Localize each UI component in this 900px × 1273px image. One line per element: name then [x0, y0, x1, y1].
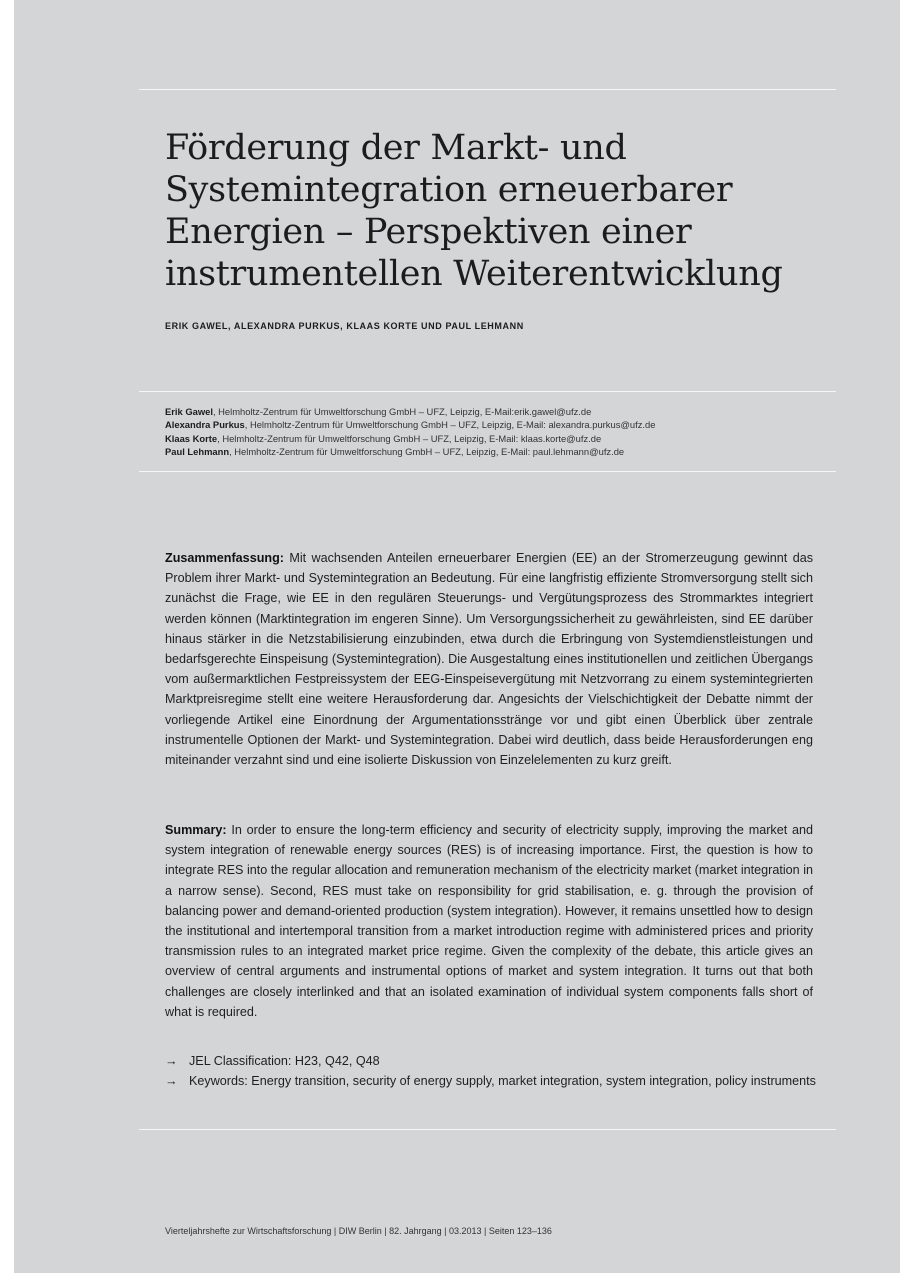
affiliation-block: [165, 405, 845, 459]
jel-classification-item: [165, 1052, 825, 1072]
page-footer: Vierteljahrshefte zur Wirtschaftsforschung | DIW Berlin | 82. Jahrgang | 03.2013 | Seiten 123–136: [165, 1226, 552, 1236]
title-line: Systemintegration erneuerbarer: [165, 170, 733, 210]
affiliation-details: , Helmholtz-Zentrum für Umweltforschung GmbH – UFZ, Leipzig, E-Mail:erik.gawel@ufz.de: [212, 406, 592, 417]
abstract-german: [165, 548, 813, 770]
affiliation-name: Klaas Korte: [165, 432, 218, 444]
article-title: [165, 127, 845, 295]
abstract-english-label: Summary:: [165, 823, 227, 837]
affiliation-row: [165, 432, 845, 445]
title-line: Energien – Perspektiven einer: [165, 212, 692, 252]
affiliation-name: Alexandra Purkus: [165, 419, 245, 431]
affiliation-details: , Helmholtz-Zentrum für Umweltforschung GmbH – UFZ, Leipzig, E-Mail: paul.lehmann@ufz.de: [229, 446, 625, 458]
jel-classification-text: JEL Classification: H23, Q42, Q48: [189, 1054, 380, 1068]
bottom-rule: [139, 1129, 836, 1130]
affiliation-row: [165, 418, 845, 431]
arrow-right-icon: →: [165, 1054, 178, 1068]
affiliation-details: , Helmholtz-Zentrum für Umweltforschung GmbH – UFZ, Leipzig, E-Mail: klaas.korte@ufz.de: [217, 432, 602, 444]
author-list: ERIK GAWEL, ALEXANDRA PURKUS, KLAAS KORTE UND PAUL LEHMANN: [165, 321, 524, 331]
arrow-right-icon: →: [165, 1073, 178, 1088]
classification-list: [165, 1052, 825, 1091]
affiliation-name: Paul Lehmann: [165, 446, 230, 458]
top-rule: [139, 89, 836, 90]
abstract-german-text: Mit wachsenden Anteilen erneuerbarer Energien (EE) an der Stromerzeugung gewinnt das Problem ihrer Markt- und Systemintegration an Bedeutung. Für eine langfristig effiziente Stromversorgung stellt sich zunächst die Frage, wie EE in den regulären Steuerungs- und Vergütungsprozess des Strommarktes integriert werden können (Marktintegration im engeren Sinne). Um Versorgungssicherheit zu gewährleisten, sind EE darüber hinaus stärker in die Netzstabilisierung einzubinden, etwa durch die Erbringung von Systemdienstleistungen und bedarfsgerechte Einspeisung (Systemintegration). Die Ausgestaltung eines institutionellen und zeitlichen Übergangs vom außermarktlichen Festpreissystem der EEG-Einspeisevergütung mit Netzvorrang zu einem systemintegrierten Marktpreisregime stellt eine weitere Herausforderung dar. Angesichts der Vielschichtigkeit der Debatte nimmt der vorliegende Artikel eine Einordnung der Argumentationsstränge vor und gibt einen Überblick über zentrale instrumentelle Optionen der Markt- und Systemintegration. Dabei wird deutlich, dass beide Herausforderungen eng miteinander verzahnt sind und eine isolierte Diskussion von Einzelelementen zu kurz greift.: [165, 551, 813, 768]
affiliation-top-rule: [139, 391, 836, 392]
affiliation-row: [165, 445, 845, 458]
affiliation-row: [165, 405, 845, 418]
affiliation-name: Erik Gawel: [165, 406, 213, 417]
abstract-english: [165, 820, 813, 1022]
keywords-item: [165, 1072, 825, 1092]
keywords-text: Keywords: Energy transition, security of energy supply, market integration, system integration, policy instruments: [189, 1073, 816, 1088]
title-line: instrumentellen Weiterentwicklung: [165, 254, 783, 294]
affiliation-bottom-rule: [139, 471, 836, 472]
title-line: Förderung der Markt- und: [165, 128, 627, 168]
abstract-german-label: Zusammenfassung:: [165, 551, 284, 565]
affiliation-details: , Helmholtz-Zentrum für Umweltforschung GmbH – UFZ, Leipzig, E-Mail: alexandra.purkus@ufz.de: [244, 419, 656, 431]
abstract-english-text: In order to ensure the long-term efficiency and security of electricity supply, improving the market and system integration of renewable energy sources (RES) is of increasing importance. First, the question is how to integrate RES into the regular allocation and remuneration mechanism of the electricity market (market integration in a narrow sense). Second, RES must take on responsibility for grid stabilisation, e. g. through the provision of balancing power and demand-oriented production (system integration). However, it remains unsettled how to design the institutional and intertemporal transition from a market introduction regime with administered prices and priority transmission rules to an integrated market price regime. Given the complexity of the debate, this article gives an overview of central arguments and instrumental options of market and system integration. It turns out that both challenges are closely interlinked and that an isolated examination of individual system components falls short of what is required.: [165, 823, 814, 1019]
